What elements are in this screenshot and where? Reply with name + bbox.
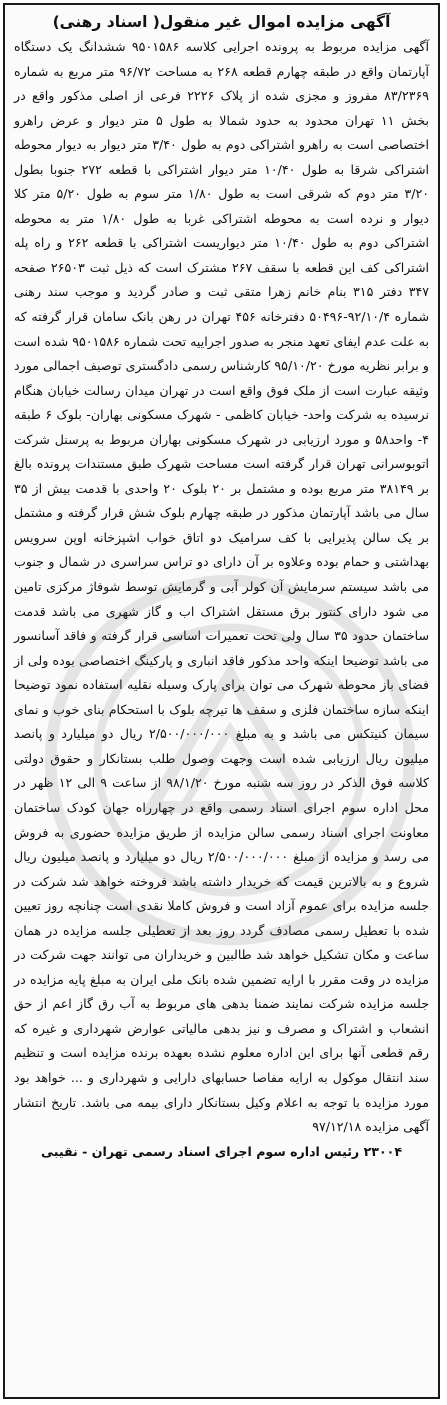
- auction-notice: [3, 3, 440, 1399]
- notice-body: آگهی مزایده مربوط به پرونده اجرایی کلاسه ۹۵۰۱۵۸۶ ششدانگ یک دستگاه آپارتمان واقع در طبقه چهارم قطعه ۲۶۸ به مساحت ۹۶/۷۲ متر مربع به شماره ۸۳/۲۳۶۹ مفروز و مجزی شده از پلاک ۲۲۲۶ فرعی از اصلی مذکور واقع در بخش ۱۱ تهران محدود به حدود شمالا به طول ۵ متر دیوار و عرض راهرو اختصاصی است به راهرو اشتراکی دوم به طول ۳/۴۰ متر دیوار به دیوار محوطه اشتراکی شرقا به طول ۱۰/۴۰ متر دیوار اشتراکی با قطعه ۲۷۲ جنوبا بطول ۳/۲۰ متر دوم که شرقی است به طول ۱/۸۰ متر سوم به طول ۵/۲۰ متر کلا دیوار و نرده است به محوطه اشتراکی غربا به طول ۱/۸۰ متر به محوطه اشتراکی دوم به طول ۱۰/۴۰ متر دیواریست اشتراکی با قطعه ۲۶۲ و راه پله اشتراکی کف این قطعه با سقف ۲۶۷ مشترک است که ذیل ثبت ۲۶۵۰۳ صفحه ۳۴۷ دفتر ۳۱۵ بنام خانم زهرا متقی ثبت و صادر گردید و موجب سند رهنی شماره ۹۲/۱۰/۴-۵۰۴۹۶ دفترخانه ۴۵۶ تهران در رهن بانک سامان قرار گرفته که به علت عدم ایفای تعهد منجر به صدور اجراییه تحت شماره ۹۵۰۱۵۸۶ شده است و برابر نظریه مورخ ۹۵/۱۰/۲۰ کارشناس رسمی دادگستری توصیف اجمالی مورد وثیقه عبارت است از ملک فوق واقع است در تهران میدان رسالت خیابان هنگام نرسیده به شرکت واحد- خیابان کاظمی - شهرک مسکونی بهاران- بلوک ۶ طبقه ۴- واحد۵۸ و مورد ارزیابی در شهرک مسکونی بهاران مربوط به پرسنل شرکت اتوبوسرانی تهران قرار گرفته است مساحت شهرک طبق مستندات پرونده بالغ بر ۳۸۱۴۹ متر مربع بوده و مشتمل بر ۲۰ بلوک ۲۰ واحدی با قدمت بیش از ۳۵ سال می باشد آپارتمان مذکور در طبقه چهارم بلوک شش قرار گرفته و مشتمل بر یک سالن پذیرایی با کف سرامیک دو اتاق خواب اشپزخانه اوپن سرویس بهداشتی و حمام بوده وعلاوه بر آن دارای دو تراس سراسری در شمال و جنوب می باشد سیستم سرمایش آن کولر آبی و گرمایش توسط شوفاژ مرکزی تامین می شود دارای کنتور برق مستقل اشتراک اب و گاز شهری می باشد قدمت ساختمان حدود ۳۵ سال ولی تحت تعمیرات اساسی قرار گرفته و فاقد آسانسور می باشد توضیحا اینکه واحد مذکور فاقد انباری و پارکینگ اختصاصی بوده ولی از فضای باز محوطه شهرک می توان برای پارک وسیله نقلیه استفاده نمود توضیحا اینکه سازه ساختمان فلزی و سقف ها تیرچه بلوک با استحکام بنای خوب و نمای سیمان کنیتکس می باشد و به مبلغ ۲/۵۰۰/۰۰۰/۰۰۰ ریال دو میلیارد و پانصد میلیون ریال ارزیابی شده است وجهت وصول طلب بستانکار و حقوق دولتی کلاسه فوق الذکر در روز سه شنبه مورخ ۹۸/۱/۲۰ از ساعت ۹ الی ۱۲ ظهر در محل اداره سوم اجرای اسناد رسمی واقع در چهارراه جهان کودک ساختمان معاونت اجرای اسناد رسمی سالن مزایده از طریق مزایده حضوری به فروش می رسد و مزایده از مبلغ ۲/۵۰۰/۰۰۰/۰۰۰ ریال دو میلیارد و پانصد میلیون ریال شروع و به بالاترین قیمت که خریدار داشته باشد فروخته خواهد شد شرکت در جلسه مزایده برای عموم آزاد است و فروش کاملا نقدی است چنانچه روز تعیین شده با تعطیل رسمی مصادف گردد روز بعد از تعطیلی جلسه مزایده در همان ساعت و مکان تشکیل خواهد شد طالبین و خریداران می توانند جهت شرکت در مزایده در وقت مقرر با ارایه تضمین شده بانک ملی ایران به مبلغ پایه مزایده در جلسه مزایده شرکت نمایند ضمنا بدهی های مربوط به آب رق گاز اعم از حق انشعاب و اشتراک و مصرف و نیز بدهی مالیاتی عوارض شهرداری و غیره که رقم قطعی آنها برای این اداره معلوم نشده بعهده برنده مزایده است و تنظیم سند انتقال موکول به ارایه مفاصا حسابهای دارایی و شهرداری و ... خواهد بود مورد مزایده با توجه به اعلام وکیل بستانکار دارای بیمه می باشد. تاریخ انتشار آگهی مزایده ۹۷/۱۲/۱۸: [14, 39, 430, 1135]
- notice-signature: ۲۳۰۰۴ رئیس اداره سوم اجرای اسناد رسمی تهران - نقیبی: [40, 1143, 403, 1159]
- notice-title: آگهی مزایده اموال غیر منقول( اسناد رهنی): [52, 13, 391, 31]
